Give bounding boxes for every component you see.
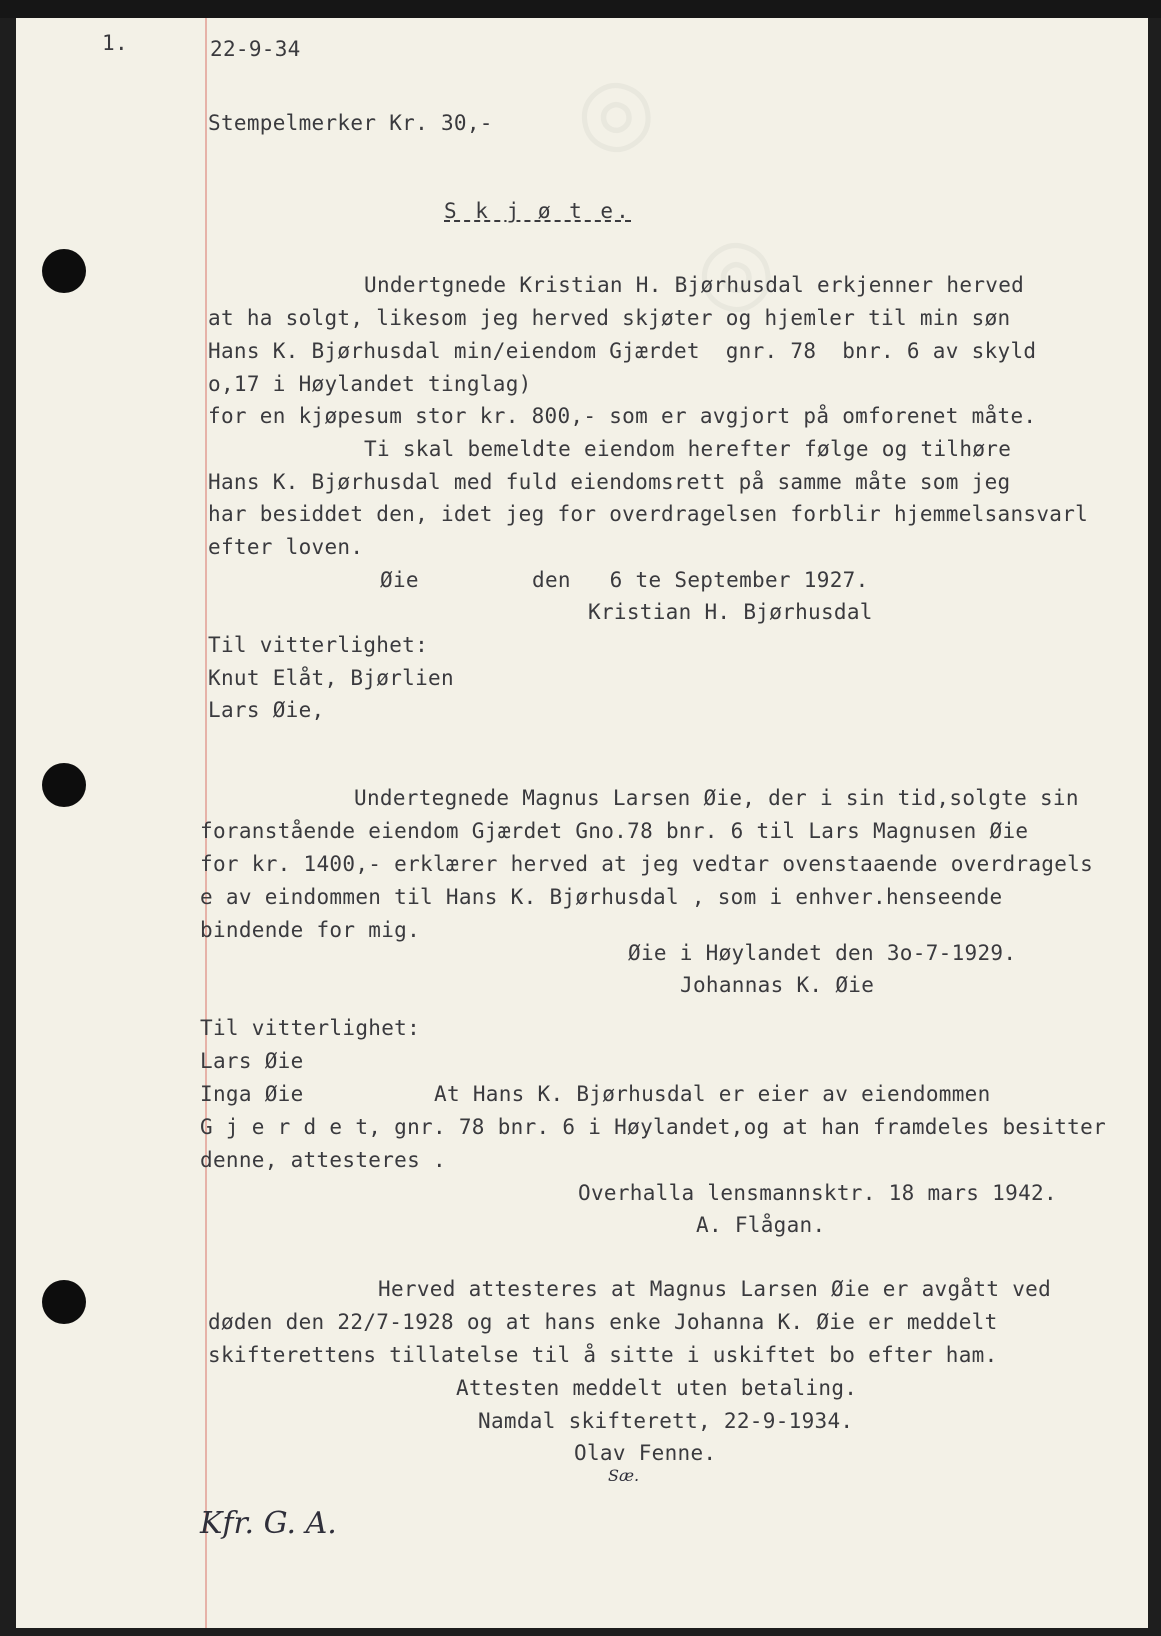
consent-date: Øie i Høylandet den 3o-7-1929. (628, 941, 1017, 965)
punch-hole (42, 249, 86, 293)
probate-line: skifterettens tillatelse til å sitte i uskiftet bo efter ham. (208, 1343, 998, 1367)
probate-signature: Olav Fenne. (574, 1441, 717, 1465)
consent-line: foranstående eiendom Gjærdet Gno.78 bnr. 6 til Lars Magnusen Øie (200, 819, 1029, 843)
punch-hole (42, 763, 86, 807)
probate-line: døden den 22/7-1928 og at hans enke Johanna K. Øie er meddelt (208, 1310, 998, 1334)
deed-signature: Kristian H. Bjørhusdal (588, 600, 873, 624)
deed-line: Ti skal bemeldte eiendom herefter følge og tilhøre (364, 437, 1012, 461)
document-date: 22-9-34 (210, 37, 301, 61)
probate-line: Herved attesteres at Magnus Larsen Øie er avgått ved (378, 1277, 1052, 1301)
deed-line: Hans K. Bjørhusdal min/eiendom Gjærdet gnr. 78 bnr. 6 av skyld (208, 339, 1037, 363)
witness-name: Knut Elåt, Bjørlien (208, 666, 454, 690)
deed-line: o,17 i Høylandet tinglag) (208, 372, 532, 396)
probate-date: Namdal skifterett, 22-9-1934. (478, 1409, 854, 1433)
attest-date: Overhalla lensmannsktr. 18 mars 1942. (578, 1181, 1057, 1205)
consent-line: e av eindommen til Hans K. Bjørhusdal , som i enhver.henseende (200, 885, 1003, 909)
handwritten-initials: Sæ. (608, 1466, 640, 1485)
consent-line: bindende for mig. (200, 918, 421, 942)
attest-line: G j e r d e t, gnr. 78 bnr. 6 i Høylandet,og at han framdeles besitter (200, 1115, 1107, 1139)
deed-line: Undertgnede Kristian H. Bjørhusdal erkjenner herved (364, 273, 1025, 297)
scanner-border (0, 0, 1161, 18)
witness-name: Inga Øie (200, 1082, 304, 1106)
stamp-duty-line: Stempelmerker Kr. 30,- (208, 111, 493, 135)
handwritten-note: Kfr. G. A. (200, 1506, 337, 1541)
deed-line: har besiddet den, idet jeg for overdragelsen forblir hjemmelsansvarl (208, 502, 1089, 526)
deed-line: for en kjøpesum stor kr. 800,- som er avgjort på omforenet måte. (208, 404, 1037, 428)
document-title: S k j ø t e. (444, 199, 632, 223)
document-page (16, 18, 1148, 1628)
attest-signature: A. Flågan. (696, 1213, 826, 1237)
witness-name: Lars Øie, (208, 698, 325, 722)
witness-heading: Til vitterlighet: (208, 633, 429, 657)
witness-name: Lars Øie (200, 1049, 304, 1073)
deed-line: at ha solgt, likesom jeg herved skjøter og hjemler til min søn (208, 306, 1011, 330)
probate-fee-note: Attesten meddelt uten betaling. (456, 1376, 858, 1400)
attest-line: At Hans K. Bjørhusdal er eier av eiendommen (434, 1082, 991, 1106)
page-number: 1. (102, 31, 128, 55)
attest-line: denne, attesteres . (200, 1148, 446, 1172)
consent-line: Undertegnede Magnus Larsen Øie, der i sin tid,solgte sin (354, 786, 1079, 810)
punch-hole (42, 1280, 86, 1324)
deed-line: Hans K. Bjørhusdal med fuld eiendomsrett på samme måte som jeg (208, 470, 1011, 494)
deed-date: den 6 te September 1927. (532, 568, 869, 592)
deed-line: efter loven. (208, 535, 364, 559)
consent-line: for kr. 1400,- erklærer herved at jeg vedtar ovenstaaende overdragels (200, 852, 1094, 876)
consent-signature: Johannas K. Øie (680, 973, 875, 997)
bleed-through-mark: ◎ (569, 53, 662, 168)
bleed-through-mark: ◎ (689, 213, 782, 328)
witness-heading: Til vitterlighet: (200, 1016, 421, 1040)
deed-place: Øie (380, 568, 419, 592)
